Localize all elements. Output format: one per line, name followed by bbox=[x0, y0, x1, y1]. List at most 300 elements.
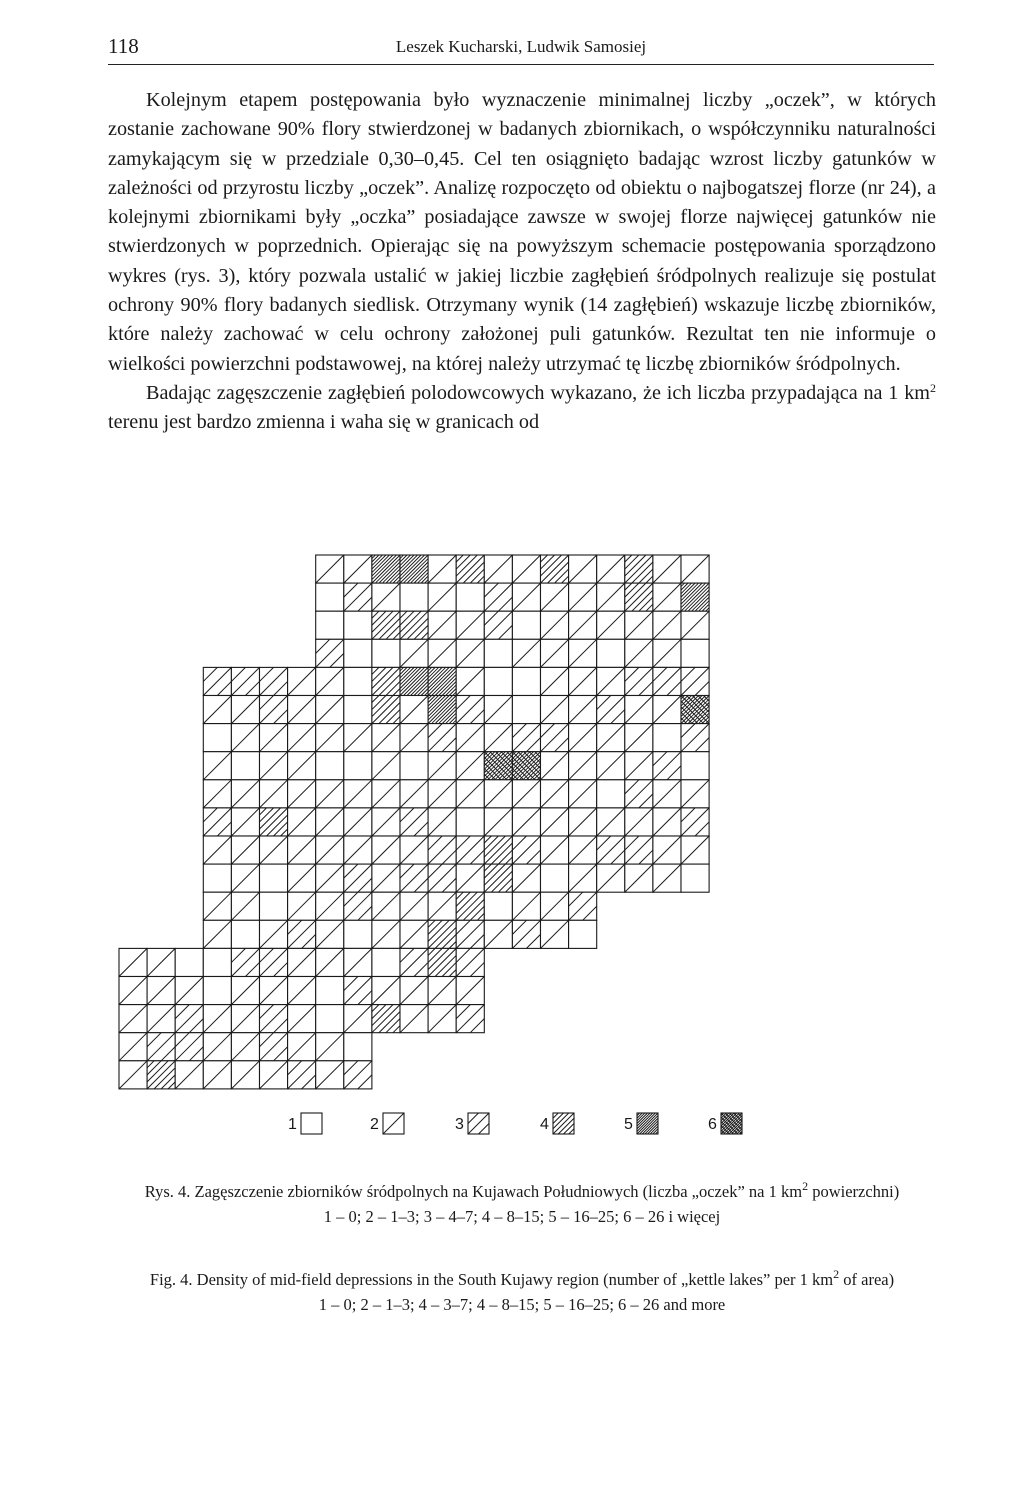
grid-cell bbox=[484, 555, 512, 583]
grid-cell bbox=[288, 696, 316, 724]
grid-cell bbox=[456, 667, 484, 695]
grid-cell bbox=[372, 583, 400, 611]
grid-cell bbox=[456, 920, 484, 948]
grid-cell bbox=[625, 864, 653, 892]
grid-cell bbox=[428, 977, 456, 1005]
grid-cell bbox=[512, 752, 540, 780]
grid-cell bbox=[344, 977, 372, 1005]
grid-cell bbox=[175, 1005, 203, 1033]
grid-cell bbox=[231, 892, 259, 920]
grid-cell bbox=[597, 583, 625, 611]
grid-cell bbox=[372, 892, 400, 920]
grid-cell bbox=[400, 780, 428, 808]
grid-cell bbox=[428, 780, 456, 808]
legend-swatch bbox=[300, 1112, 324, 1136]
grid-cell bbox=[541, 864, 569, 892]
running-head: Leszek Kucharski, Ludwik Samosiej bbox=[395, 37, 647, 56]
grid-cell bbox=[541, 555, 569, 583]
grid-cell bbox=[625, 836, 653, 864]
grid-cell bbox=[231, 780, 259, 808]
grid-cell bbox=[288, 1005, 316, 1033]
grid-cell bbox=[400, 555, 428, 583]
grid-cell bbox=[288, 892, 316, 920]
grid-cell bbox=[344, 611, 372, 639]
grid-cell bbox=[569, 780, 597, 808]
grid-cell bbox=[260, 696, 288, 724]
grid-cell bbox=[625, 724, 653, 752]
grid-cell bbox=[597, 864, 625, 892]
grid-cell bbox=[625, 583, 653, 611]
grid-cell bbox=[260, 808, 288, 836]
grid-cell bbox=[175, 977, 203, 1005]
grid-cell bbox=[372, 752, 400, 780]
grid-cell bbox=[147, 1005, 175, 1033]
grid-cell bbox=[288, 780, 316, 808]
grid-cell bbox=[512, 892, 540, 920]
grid-cell bbox=[119, 948, 147, 976]
grid-cell bbox=[260, 1061, 288, 1089]
grid-cell bbox=[681, 583, 709, 611]
grid-cell bbox=[203, 948, 231, 976]
grid-cell bbox=[231, 752, 259, 780]
grid-cell bbox=[400, 892, 428, 920]
grid-cell bbox=[400, 977, 428, 1005]
grid-cell bbox=[428, 836, 456, 864]
grid-cell bbox=[372, 724, 400, 752]
grid-cell bbox=[316, 696, 344, 724]
grid-cell bbox=[175, 1061, 203, 1089]
grid-cell bbox=[203, 724, 231, 752]
caption-polish: Rys. 4. Zagęszczenie zbiorników śródpolnych na Kujawach Południowych (liczba „oczek” na 1 $km^2$ powierzchni) 1 – 0; 2 – 1–3; 3 – 4–7; 4 – 8–15; 5 – 16–25; 6 – 26 i więcej bbox=[108, 1180, 936, 1228]
grid-cell bbox=[597, 696, 625, 724]
grid-cell bbox=[231, 667, 259, 695]
grid-cell bbox=[316, 836, 344, 864]
grid-cell bbox=[428, 1005, 456, 1033]
grid-cell bbox=[344, 555, 372, 583]
grid-cell bbox=[512, 920, 540, 948]
grid-cell bbox=[456, 836, 484, 864]
grid-cell bbox=[344, 892, 372, 920]
grid-cell bbox=[231, 977, 259, 1005]
grid-cell bbox=[541, 808, 569, 836]
grid-cell bbox=[203, 836, 231, 864]
grid-cell bbox=[260, 892, 288, 920]
grid-cell bbox=[316, 667, 344, 695]
grid-cell bbox=[428, 667, 456, 695]
grid-cell bbox=[553, 1113, 574, 1134]
grid-cell bbox=[456, 808, 484, 836]
grid-cell bbox=[625, 696, 653, 724]
grid-cell bbox=[512, 808, 540, 836]
grid-cell bbox=[231, 1061, 259, 1089]
figure-legend bbox=[0, 1100, 1024, 1150]
grid-cell bbox=[569, 752, 597, 780]
grid-cell bbox=[625, 639, 653, 667]
grid-cell bbox=[316, 1005, 344, 1033]
grid-cell bbox=[541, 836, 569, 864]
grid-cell bbox=[456, 948, 484, 976]
grid-cell bbox=[569, 667, 597, 695]
grid-cell bbox=[231, 836, 259, 864]
grid-cell bbox=[203, 1033, 231, 1061]
grid-cell bbox=[175, 948, 203, 976]
grid-cell bbox=[681, 808, 709, 836]
grid-cell bbox=[512, 724, 540, 752]
grid-cell bbox=[400, 752, 428, 780]
grid-cell bbox=[344, 808, 372, 836]
grid-cell bbox=[203, 920, 231, 948]
grid-cell bbox=[383, 1113, 404, 1134]
grid-cell bbox=[597, 808, 625, 836]
grid-cell bbox=[119, 1061, 147, 1089]
grid-cell bbox=[231, 724, 259, 752]
grid-cell bbox=[569, 836, 597, 864]
grid-cell bbox=[541, 639, 569, 667]
grid-cell bbox=[316, 639, 344, 667]
grid-cell bbox=[372, 864, 400, 892]
grid-cell bbox=[344, 667, 372, 695]
grid-cell bbox=[569, 555, 597, 583]
grid-cell bbox=[541, 611, 569, 639]
grid-cell bbox=[344, 948, 372, 976]
grid-cell bbox=[597, 724, 625, 752]
grid-cell bbox=[344, 724, 372, 752]
grid-cell bbox=[260, 780, 288, 808]
grid-cell bbox=[681, 836, 709, 864]
grid-cell bbox=[512, 780, 540, 808]
grid-cell bbox=[484, 752, 512, 780]
grid-cell bbox=[456, 611, 484, 639]
grid-cell bbox=[316, 724, 344, 752]
grid-cell bbox=[681, 724, 709, 752]
grid-cell bbox=[512, 555, 540, 583]
grid-cell bbox=[456, 639, 484, 667]
grid-cell bbox=[400, 583, 428, 611]
grid-cell bbox=[400, 808, 428, 836]
grid-cell bbox=[484, 696, 512, 724]
grid-cell bbox=[721, 1113, 742, 1134]
grid-cell bbox=[484, 836, 512, 864]
grid-cell bbox=[428, 948, 456, 976]
grid-cell bbox=[119, 977, 147, 1005]
grid-cell bbox=[484, 639, 512, 667]
grid-cell bbox=[597, 611, 625, 639]
grid-cell bbox=[231, 808, 259, 836]
grid-cell bbox=[260, 752, 288, 780]
grid-cell bbox=[316, 948, 344, 976]
grid-cell bbox=[231, 1033, 259, 1061]
grid-cell bbox=[653, 808, 681, 836]
grid-cell bbox=[400, 920, 428, 948]
grid-cell bbox=[428, 639, 456, 667]
grid-cell bbox=[597, 752, 625, 780]
grid-cell bbox=[288, 948, 316, 976]
grid-cell bbox=[653, 667, 681, 695]
grid-cell bbox=[625, 667, 653, 695]
grid-cell bbox=[484, 892, 512, 920]
grid-cell bbox=[456, 555, 484, 583]
grid-cell bbox=[344, 1033, 372, 1061]
legend-number: 3 bbox=[455, 1116, 464, 1133]
grid-cell bbox=[456, 892, 484, 920]
grid-cell bbox=[344, 696, 372, 724]
paragraph: Badając zagęszczenie zagłębień polodowcowych wykazano, że ich liczba przypadająca na 1 $km^2$ terenu jest bardzo zmienna i waha się w granicach od bbox=[108, 380, 936, 434]
grid-cell bbox=[653, 864, 681, 892]
legend-number: 6 bbox=[708, 1116, 717, 1133]
grid-cell bbox=[344, 583, 372, 611]
legend-swatch bbox=[636, 1112, 660, 1136]
grid-cell bbox=[484, 808, 512, 836]
grid-cell bbox=[512, 583, 540, 611]
legend-number: 1 bbox=[288, 1116, 297, 1133]
grid-cell bbox=[456, 724, 484, 752]
grid-cell bbox=[541, 892, 569, 920]
grid-cell bbox=[203, 892, 231, 920]
grid-cell bbox=[597, 639, 625, 667]
grid-cell bbox=[541, 724, 569, 752]
grid-cells bbox=[119, 555, 709, 1089]
grid-cell bbox=[372, 667, 400, 695]
grid-cell bbox=[260, 1005, 288, 1033]
grid-cell bbox=[400, 948, 428, 976]
grid-cell bbox=[316, 555, 344, 583]
grid-cell bbox=[625, 555, 653, 583]
grid-cell bbox=[203, 752, 231, 780]
grid-cell bbox=[456, 780, 484, 808]
grid-cell bbox=[512, 696, 540, 724]
grid-cell bbox=[288, 724, 316, 752]
grid-cell bbox=[653, 639, 681, 667]
grid-cell bbox=[541, 920, 569, 948]
grid-cell bbox=[681, 864, 709, 892]
grid-cell bbox=[541, 696, 569, 724]
grid-cell bbox=[203, 780, 231, 808]
grid-cell bbox=[372, 555, 400, 583]
grid-cell bbox=[400, 639, 428, 667]
legend-swatch bbox=[467, 1112, 491, 1136]
grid-cell bbox=[344, 780, 372, 808]
grid-cell bbox=[372, 696, 400, 724]
caption-keys: 1 – 0; 2 – 1–3; 3 – 4–7; 4 – 8–15; 5 – 16–25; 6 – 26 i więcej bbox=[323, 1207, 721, 1226]
grid-cell bbox=[597, 836, 625, 864]
grid-cell bbox=[653, 724, 681, 752]
grid-cell bbox=[231, 948, 259, 976]
grid-cell bbox=[372, 639, 400, 667]
grid-cell bbox=[203, 977, 231, 1005]
grid-cell bbox=[147, 1061, 175, 1089]
grid-cell bbox=[400, 611, 428, 639]
grid-cell bbox=[653, 780, 681, 808]
grid-cell bbox=[512, 864, 540, 892]
grid-cell bbox=[400, 667, 428, 695]
grid-cell bbox=[203, 864, 231, 892]
grid-cell bbox=[372, 1005, 400, 1033]
grid-cell bbox=[301, 1113, 322, 1134]
grid-cell bbox=[372, 948, 400, 976]
grid-cell bbox=[260, 667, 288, 695]
grid-cell bbox=[512, 639, 540, 667]
grid-cell bbox=[653, 555, 681, 583]
grid-cell bbox=[428, 611, 456, 639]
grid-cell bbox=[288, 977, 316, 1005]
grid-cell bbox=[681, 639, 709, 667]
grid-cell bbox=[625, 808, 653, 836]
grid-cell bbox=[372, 780, 400, 808]
grid-cell bbox=[653, 836, 681, 864]
grid-cell bbox=[456, 752, 484, 780]
grid-cell bbox=[372, 836, 400, 864]
grid-cell bbox=[372, 808, 400, 836]
page-number: 118 bbox=[108, 34, 139, 58]
grid-cell bbox=[316, 1061, 344, 1089]
grid-cell bbox=[260, 836, 288, 864]
grid-cell bbox=[484, 583, 512, 611]
grid-cell bbox=[260, 948, 288, 976]
grid-cell bbox=[260, 1033, 288, 1061]
grid-cell bbox=[456, 1005, 484, 1033]
grid-cell bbox=[569, 611, 597, 639]
legend-number: 2 bbox=[370, 1116, 379, 1133]
grid-cell bbox=[597, 667, 625, 695]
grid-cell bbox=[428, 808, 456, 836]
grid-cell bbox=[344, 1061, 372, 1089]
grid-cell bbox=[597, 780, 625, 808]
grid-cell bbox=[119, 1033, 147, 1061]
grid-cell bbox=[400, 696, 428, 724]
grid-cell bbox=[203, 1005, 231, 1033]
grid-cell bbox=[456, 696, 484, 724]
grid-cell bbox=[119, 1005, 147, 1033]
grid-cell bbox=[231, 920, 259, 948]
grid-cell bbox=[681, 611, 709, 639]
grid-cell bbox=[231, 864, 259, 892]
grid-cell bbox=[681, 555, 709, 583]
grid-cell bbox=[681, 667, 709, 695]
grid-cell bbox=[400, 836, 428, 864]
grid-cell bbox=[316, 864, 344, 892]
grid-cell bbox=[541, 667, 569, 695]
grid-cell bbox=[260, 977, 288, 1005]
grid-cell bbox=[569, 639, 597, 667]
grid-cell bbox=[147, 977, 175, 1005]
grid-cell bbox=[344, 836, 372, 864]
grid-cell bbox=[316, 611, 344, 639]
legend-swatch bbox=[720, 1112, 744, 1136]
grid-cell bbox=[344, 1005, 372, 1033]
grid-cell bbox=[231, 1005, 259, 1033]
grid-cell bbox=[428, 864, 456, 892]
grid-cell bbox=[468, 1113, 489, 1134]
grid-cell bbox=[428, 920, 456, 948]
grid-cell bbox=[175, 1033, 203, 1061]
grid-cell bbox=[203, 696, 231, 724]
grid-cell bbox=[147, 948, 175, 976]
grid-cell bbox=[288, 667, 316, 695]
grid-cell bbox=[428, 696, 456, 724]
grid-cell bbox=[344, 752, 372, 780]
legend-number: 4 bbox=[540, 1116, 549, 1133]
grid-cell bbox=[203, 1061, 231, 1089]
grid-cell bbox=[316, 583, 344, 611]
grid-cell bbox=[316, 892, 344, 920]
grid-cell bbox=[260, 724, 288, 752]
legend-swatch bbox=[552, 1112, 576, 1136]
grid-cell bbox=[316, 780, 344, 808]
grid-cell bbox=[569, 808, 597, 836]
grid-cell bbox=[484, 667, 512, 695]
grid-cell bbox=[400, 864, 428, 892]
grid-cell bbox=[625, 611, 653, 639]
grid-cell bbox=[344, 864, 372, 892]
grid-cell bbox=[288, 920, 316, 948]
grid-cell bbox=[541, 583, 569, 611]
grid-cell bbox=[456, 864, 484, 892]
grid-cell bbox=[316, 752, 344, 780]
legend-swatch bbox=[382, 1112, 406, 1136]
grid-cell bbox=[344, 639, 372, 667]
grid-cell bbox=[541, 752, 569, 780]
grid-cell bbox=[288, 1033, 316, 1061]
grid-cell bbox=[569, 724, 597, 752]
grid-cell bbox=[203, 808, 231, 836]
grid-cell bbox=[344, 920, 372, 948]
caption-keys: 1 – 0; 2 – 1–3; 4 – 3–7; 4 – 8–15; 5 – 16–25; 6 – 26 and more bbox=[318, 1295, 726, 1314]
grid-cell bbox=[372, 920, 400, 948]
grid-cell bbox=[372, 611, 400, 639]
grid-cell bbox=[316, 920, 344, 948]
grid-cell bbox=[316, 1033, 344, 1061]
grid-cell bbox=[400, 1005, 428, 1033]
grid-cell bbox=[541, 780, 569, 808]
grid-cell bbox=[569, 864, 597, 892]
grid-cell bbox=[569, 696, 597, 724]
grid-cell bbox=[569, 583, 597, 611]
grid-cell bbox=[569, 920, 597, 948]
grid-cell bbox=[316, 977, 344, 1005]
grid-cell bbox=[288, 836, 316, 864]
grid-cell bbox=[484, 724, 512, 752]
grid-cell bbox=[653, 696, 681, 724]
grid-cell bbox=[456, 977, 484, 1005]
grid-cell bbox=[681, 780, 709, 808]
grid-cell bbox=[316, 808, 344, 836]
grid-cell bbox=[625, 780, 653, 808]
grid-cell bbox=[512, 836, 540, 864]
grid-cell bbox=[203, 667, 231, 695]
grid-cell bbox=[260, 864, 288, 892]
caption-english: Fig. 4. Density of mid-field depressions in the South Kujawy region (number of „kettle lakes” per 1 $km^2$ of area) 1 – 0; 2 – 1–3; 4 – 3–7; 4 – 8–15; 5 – 16–25; 6 – 26 and more bbox=[108, 1268, 936, 1316]
grid-cell bbox=[653, 752, 681, 780]
grid-cell bbox=[569, 892, 597, 920]
grid-cell bbox=[484, 864, 512, 892]
grid-cell bbox=[512, 667, 540, 695]
grid-cell bbox=[653, 611, 681, 639]
grid-cell bbox=[484, 611, 512, 639]
grid-cell bbox=[147, 1033, 175, 1061]
legend-number: 5 bbox=[624, 1116, 633, 1133]
paragraph: Kolejnym etapem postępowania było wyznaczenie minimalnej liczby „oczek”, w których zostanie zachowane 90% flory stwierdzonej w badanych zbiornikach, o współczynniku naturalności zamykającym się w przedziale 0,30–0,45. Cel ten osiągnięto badając wzrost liczby gatunków w zależności od przyrostu liczby „oczek”. Analizę rozpoczęto od obiektu o najbogatszej florze (nr 24), a kolejnymi zbiornikami były „oczka” posiadające zawsze w swojej florze najwięcej gatunków nie stwierdzonych w poprzednich. Opierając się na powyższym schemacie postępowania sporządzono wykres (rys. 3), który pozwala ustalić w jakiej liczbie zagłębień śródpolnych realizuje się postulat ochrony 90% flory badanych siedlisk. Otrzymany wynik (14 zagłębień) wskazuje liczbę zbiorników, które należy zachować w celu ochrony założonej puli gatunków. Rezultat ten nie informuje o wielkości powierzchni podstawowej, na której należy utrzymać tę liczbę zbiorników śródpolnych. bbox=[108, 89, 936, 375]
grid-cell bbox=[428, 724, 456, 752]
grid-cell bbox=[456, 583, 484, 611]
grid-cell bbox=[428, 583, 456, 611]
grid-cell bbox=[428, 892, 456, 920]
grid-cell bbox=[484, 920, 512, 948]
grid-cell bbox=[288, 864, 316, 892]
grid-cell bbox=[428, 752, 456, 780]
grid-cell bbox=[288, 752, 316, 780]
grid-cell bbox=[260, 920, 288, 948]
grid-cell bbox=[653, 583, 681, 611]
